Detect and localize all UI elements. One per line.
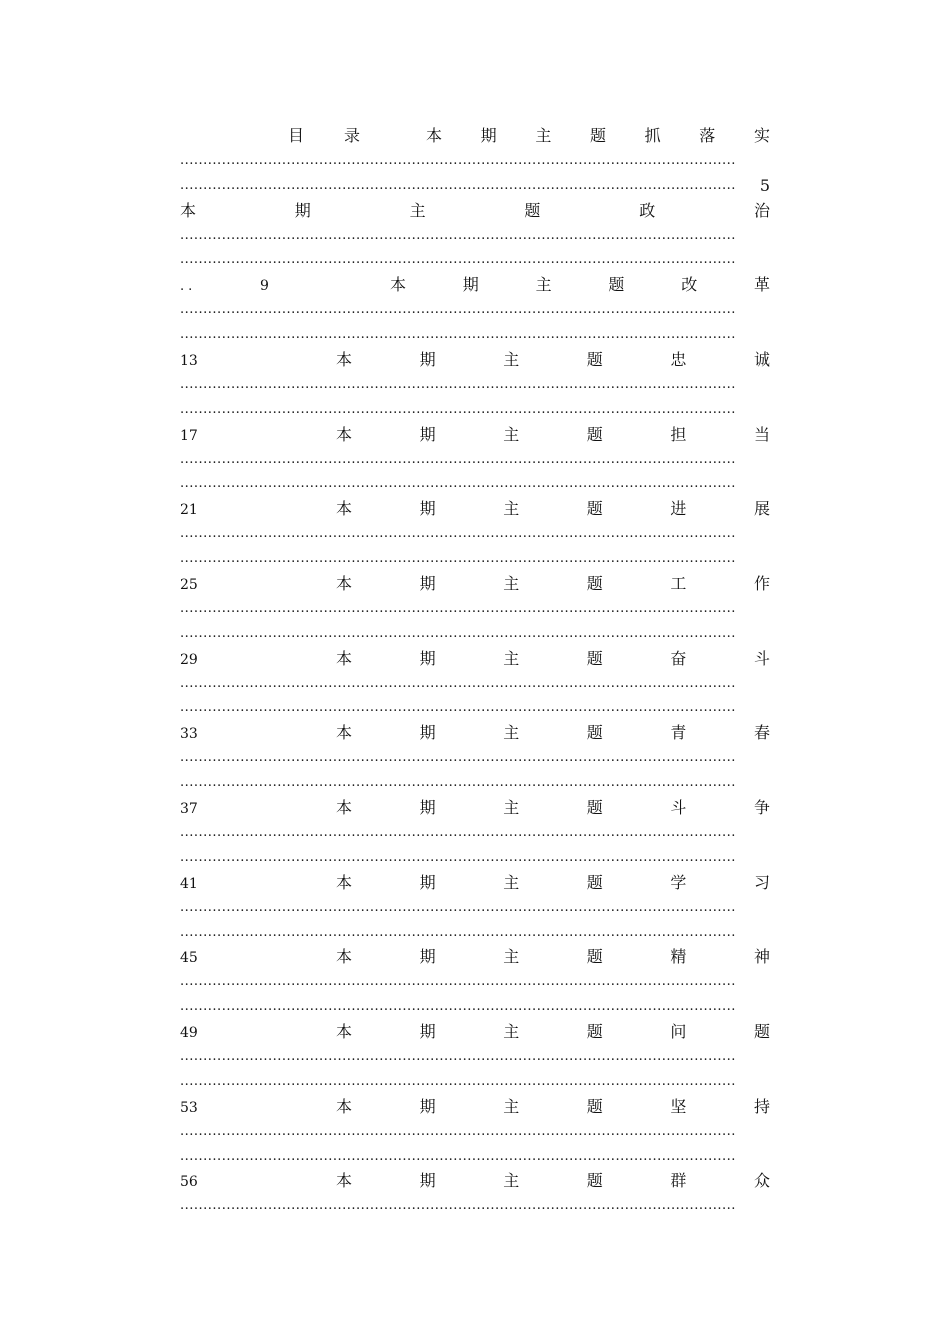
entry-title: [290, 572, 770, 597]
page-number: 53: [180, 1099, 198, 1116]
title-char: 期: [419, 798, 436, 818]
leader-line: [180, 472, 770, 497]
page-number: 17: [180, 427, 198, 444]
dot-leader: ........................................................................................................................: [180, 750, 736, 766]
title-char: 奋: [670, 648, 687, 668]
title-char: 主: [503, 1022, 520, 1042]
title-char: 期: [419, 947, 436, 967]
dot-leader: ........................................................................................................................: [180, 1148, 736, 1164]
dot-leader: ........................................................................................................................: [180, 625, 736, 641]
title-char: 改: [681, 275, 698, 295]
title-char: 抓: [644, 126, 661, 145]
toc-title-char: 录: [344, 126, 361, 145]
title-char: 本: [336, 1171, 353, 1191]
dot-leader: ........................................................................................................................: [180, 924, 736, 940]
dot-leader: ........................................................................................................................: [180, 252, 736, 268]
title-char: 展: [753, 499, 770, 519]
leader-line: [180, 846, 770, 871]
dot-leader: ........................................................................................................................: [180, 824, 736, 840]
toc-entry: [180, 647, 770, 672]
leader-line: [180, 995, 770, 1020]
title-char: 神: [753, 947, 770, 967]
title-char: 题: [753, 1022, 770, 1042]
title-char: 题: [586, 1096, 603, 1116]
title-char: 题: [586, 424, 603, 444]
dot-leader: ........................................................................................................................: [180, 227, 736, 243]
dot-leader: ........................................................................................................................: [180, 401, 736, 417]
dot-leader: ........................................................................................................................: [180, 600, 736, 616]
entry-title: [180, 199, 770, 224]
page-number: 56: [180, 1174, 198, 1191]
dot-leader: ........................................................................................................................: [180, 974, 736, 990]
title-char: 争: [753, 798, 770, 818]
toc-title: [288, 124, 408, 149]
title-char: 期: [419, 1022, 436, 1042]
title-char: 本: [336, 872, 353, 892]
title-char: 本: [426, 126, 443, 145]
entry-title: [290, 1169, 770, 1194]
leader-line: [180, 448, 770, 473]
dot-leader: ........................................................................................................................: [180, 526, 736, 542]
leader-line: [180, 547, 770, 572]
page-number: 41: [180, 875, 198, 892]
table-of-contents: [180, 124, 770, 1219]
page-number: 49: [180, 1025, 198, 1042]
dot-leader: ........................................................................................................................: [180, 1048, 736, 1064]
title-char: 问: [670, 1022, 687, 1042]
entry-title: [290, 647, 770, 672]
title-char: 题: [586, 1022, 603, 1042]
dot-leader: ........................................................................................................................: [180, 551, 736, 567]
page-number: 25: [180, 577, 198, 594]
toc-entry: [180, 871, 770, 896]
dot-leader: ........................................................................................................................: [180, 476, 736, 492]
title-char: 主: [503, 574, 520, 594]
title-char: 诚: [753, 350, 770, 370]
entry-title: [390, 273, 770, 298]
leader-line: [180, 696, 770, 721]
leader-line: [180, 821, 770, 846]
toc-entry: [180, 721, 770, 746]
dot-leader: ........................................................................................................................: [180, 302, 736, 318]
title-char: 题: [586, 872, 603, 892]
page-number: 45: [180, 950, 198, 967]
title-char: 本: [390, 275, 407, 295]
leader-line: [180, 1120, 770, 1145]
leader-line: [180, 174, 770, 199]
page-number: 37: [180, 801, 198, 818]
leader-line: [180, 896, 770, 921]
title-char: 本: [336, 499, 353, 519]
dot-leader: ........................................................................................................................: [180, 675, 736, 691]
toc-entry: [180, 423, 770, 448]
title-char: 群: [670, 1171, 687, 1191]
title-char: 本: [336, 574, 353, 594]
toc-entry: [180, 497, 770, 522]
entry-title: [290, 871, 770, 896]
leader-line: [180, 522, 770, 547]
title-char: 坚: [670, 1096, 687, 1116]
title-char: 实: [753, 126, 770, 145]
dot-leader: ........................................................................................................................: [180, 999, 736, 1015]
title-char: 主: [503, 1096, 520, 1116]
title-char: 众: [753, 1171, 770, 1191]
title-char: 当: [753, 424, 770, 444]
leader-line: [180, 149, 770, 174]
dot-leader: ........................................................................................................................: [180, 899, 736, 915]
toc-entry: [180, 796, 770, 821]
dot-leader: ........................................................................................................................: [180, 849, 736, 865]
title-char: 本: [336, 424, 353, 444]
entry-title: [290, 1020, 770, 1045]
entry-title: [290, 348, 770, 373]
title-char: 斗: [670, 798, 687, 818]
leader-line: [180, 970, 770, 995]
title-char: 题: [586, 798, 603, 818]
leader-line: [180, 672, 770, 697]
title-char: 政: [639, 200, 656, 220]
title-char: 期: [419, 723, 436, 743]
title-char: 题: [586, 648, 603, 668]
title-char: 斗: [753, 648, 770, 668]
title-char: 题: [586, 574, 603, 594]
title-char: 期: [419, 499, 436, 519]
page-number: 21: [180, 502, 198, 519]
title-char: 本: [336, 798, 353, 818]
title-char: 本: [336, 723, 353, 743]
entry-title: [290, 945, 770, 970]
title-char: 革: [753, 275, 770, 295]
title-char: 题: [586, 947, 603, 967]
leader-line: [180, 224, 770, 249]
title-char: 落: [699, 126, 716, 145]
dot-leader: ........................................................................................................................: [180, 775, 736, 791]
title-char: 主: [503, 723, 520, 743]
dot-leader: ........................................................................................................................: [180, 327, 736, 343]
title-char: 期: [419, 1171, 436, 1191]
title-char: 担: [670, 424, 687, 444]
leader-line: [180, 398, 770, 423]
title-char: 主: [503, 798, 520, 818]
entry-title: [290, 721, 770, 746]
title-char: 题: [586, 723, 603, 743]
page-number: 9: [260, 278, 269, 295]
toc-entry: [180, 945, 770, 970]
title-char: 春: [753, 723, 770, 743]
title-char: 主: [503, 648, 520, 668]
title-char: 习: [753, 872, 770, 892]
title-char: 精: [670, 947, 687, 967]
title-char: 忠: [670, 350, 687, 370]
title-char: 治: [753, 200, 770, 220]
title-char: 主: [503, 350, 520, 370]
dot-leader: ........................................................................................................................: [180, 177, 736, 193]
leader-line: [180, 323, 770, 348]
toc-entry: [180, 1169, 770, 1194]
title-char: 主: [503, 872, 520, 892]
title-char: 主: [535, 275, 552, 295]
title-char: 题: [586, 1171, 603, 1191]
title-char: 题: [608, 275, 625, 295]
entry-title: [290, 423, 770, 448]
title-char: 题: [586, 350, 603, 370]
page-number: 29: [180, 651, 198, 668]
title-char: 进: [670, 499, 687, 519]
title-char: 题: [586, 499, 603, 519]
toc-entry: [180, 348, 770, 373]
page-number: 5: [759, 175, 770, 195]
dot-leader: ........................................................................................................................: [180, 1198, 736, 1214]
title-char: 主: [535, 126, 552, 145]
title-char: 主: [503, 947, 520, 967]
toc-entry: [180, 1020, 770, 1045]
toc-heading: [180, 124, 770, 149]
title-char: 作: [753, 574, 770, 594]
leader-line: [180, 248, 770, 273]
entry-title: [290, 1095, 770, 1120]
title-char: 主: [503, 424, 520, 444]
dot-leader: ........................................................................................................................: [180, 1073, 736, 1089]
title-char: 主: [503, 499, 520, 519]
title-char: 本: [336, 350, 353, 370]
toc-entry: [180, 199, 770, 224]
title-char: 本: [336, 648, 353, 668]
toc-entry: [180, 1095, 770, 1120]
leader-line: [180, 1045, 770, 1070]
title-char: 本: [336, 1096, 353, 1116]
title-char: 题: [589, 126, 606, 145]
leader-line: [180, 373, 770, 398]
title-char: 青: [670, 723, 687, 743]
page-number: 33: [180, 726, 198, 743]
dot-leader: ..: [180, 279, 197, 295]
title-char: 本: [180, 200, 197, 220]
toc-heading-line: [180, 124, 770, 149]
title-char: 题: [524, 200, 541, 220]
title-char: 持: [753, 1096, 770, 1116]
toc-entry: [180, 273, 770, 298]
entry-title: [290, 796, 770, 821]
leader-line: [180, 1145, 770, 1170]
dot-leader: ........................................................................................................................: [180, 152, 736, 168]
page-number: 13: [180, 353, 198, 370]
title-char: 本: [336, 1022, 353, 1042]
title-char: 期: [419, 1096, 436, 1116]
title-char: 期: [419, 648, 436, 668]
title-char: 期: [419, 574, 436, 594]
title-char: 期: [462, 275, 479, 295]
title-char: 主: [409, 200, 426, 220]
leader-line: [180, 298, 770, 323]
leader-line: [180, 1194, 770, 1219]
title-char: 期: [419, 424, 436, 444]
leader-line: [180, 597, 770, 622]
title-char: 期: [480, 126, 497, 145]
leader-line: [180, 622, 770, 647]
entry-title: [426, 124, 770, 149]
title-char: 学: [670, 872, 687, 892]
title-char: 期: [419, 872, 436, 892]
leader-line: [180, 771, 770, 796]
title-char: 期: [419, 350, 436, 370]
toc-entry: [180, 572, 770, 597]
leader-line: [180, 1070, 770, 1095]
title-char: 期: [294, 200, 311, 220]
leader-line: [180, 746, 770, 771]
dot-leader: ........................................................................................................................: [180, 376, 736, 392]
toc-title-char: 目: [288, 126, 305, 145]
title-char: 工: [670, 574, 687, 594]
title-char: 本: [336, 947, 353, 967]
dot-leader: ........................................................................................................................: [180, 700, 736, 716]
title-char: 主: [503, 1171, 520, 1191]
dot-leader: ........................................................................................................................: [180, 1123, 736, 1139]
dot-leader: ........................................................................................................................: [180, 451, 736, 467]
leader-line: [180, 921, 770, 946]
entry-title: [290, 497, 770, 522]
